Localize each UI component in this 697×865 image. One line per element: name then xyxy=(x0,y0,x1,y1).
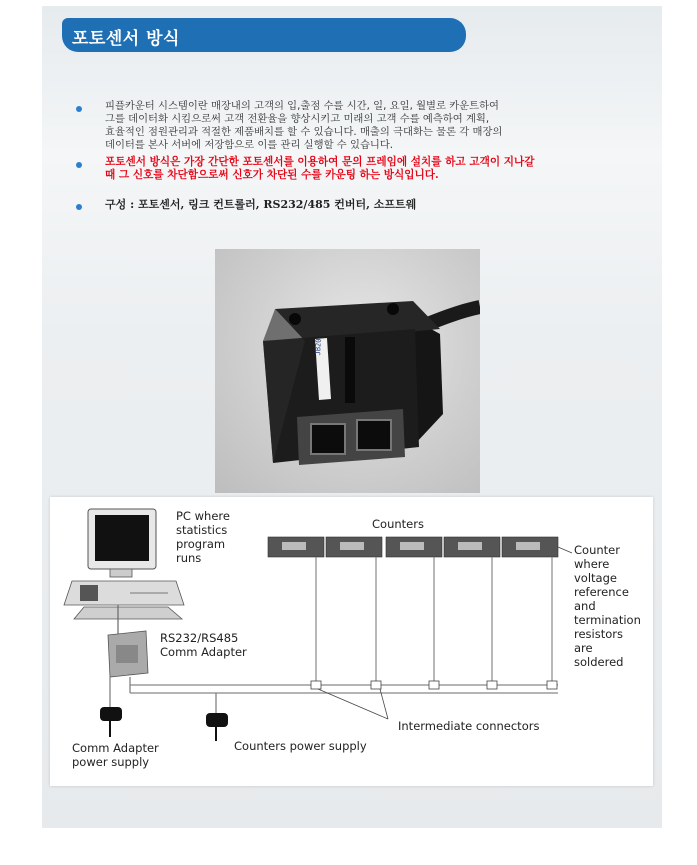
counter-note-line5: and xyxy=(574,599,596,613)
paragraph-method-line2: 때 그 신호를 차단함으로써 신호가 차단된 수를 카운팅 하는 방식입니다. xyxy=(105,169,439,181)
counter-note-line3: voltage xyxy=(574,571,617,585)
photo-sensor-icon xyxy=(215,249,480,493)
bullet-icon xyxy=(76,204,82,210)
system-diagram xyxy=(50,497,653,786)
counter-note-line8: are xyxy=(574,641,593,655)
intermediate-connectors-label: Intermediate connectors xyxy=(398,719,540,733)
pc-label-line3: program xyxy=(176,537,226,551)
bullet-icon xyxy=(76,106,82,112)
paragraph-components: 구성 : 포토센서, 링크 컨트롤러, RS232/485 컨버터, 소프트웨 xyxy=(105,198,417,211)
paragraph-method-line1: 포토센서 방식은 가장 간단한 포토센서를 이용하여 문의 프레임에 설치를 하고 고객이 지나갈 xyxy=(105,156,535,168)
bullet-icon xyxy=(76,162,82,168)
counters-title: Counters xyxy=(372,517,424,531)
page-title: 포토센서 방식 xyxy=(72,29,180,49)
paragraph-intro-line3: 효율적인 점원관리과 적절한 제품배치를 할 수 있습니다. 매출의 극대화는 물론 각 매장의 xyxy=(105,126,503,138)
counters-power-label: Counters power supply xyxy=(234,739,367,753)
sensor-label-model: JB20 xyxy=(314,338,323,356)
counter-note-line7: resistors xyxy=(574,627,623,641)
pc-label-line2: statistics xyxy=(176,523,228,537)
counter-note-line2: where xyxy=(574,557,610,571)
counter-note-line9: soldered xyxy=(574,655,624,669)
sensor-photo xyxy=(215,249,480,493)
paragraph-intro-line1: 피플카운터 시스템이란 매장내의 고객의 입,출점 수를 시간, 일, 요일, 월별로 카운트하여 xyxy=(105,100,499,112)
adapter-label-line1: RS232/RS485 xyxy=(160,631,239,645)
pc-label-line4: runs xyxy=(176,551,202,565)
counter-note-line1: Counter xyxy=(574,543,620,557)
paragraph-intro-line4: 데이터를 본사 서버에 저장함으로 이를 관리 실행할 수 있습니다. xyxy=(105,139,394,151)
adapter-power-label-line2: power supply xyxy=(72,755,150,769)
paragraph-intro-line2: 그를 데이터화 시킴으로써 고객 전환율을 향상시키고 미래의 고객 수를 예측하여 계획, xyxy=(105,113,490,125)
adapter-power-label-line1: Comm Adapter xyxy=(72,741,159,755)
counter-note-line6: termination xyxy=(574,613,641,627)
pc-label-line1: PC where xyxy=(176,509,230,523)
counter-note-line4: reference xyxy=(574,585,629,599)
adapter-label-line2: Comm Adapter xyxy=(160,645,247,659)
